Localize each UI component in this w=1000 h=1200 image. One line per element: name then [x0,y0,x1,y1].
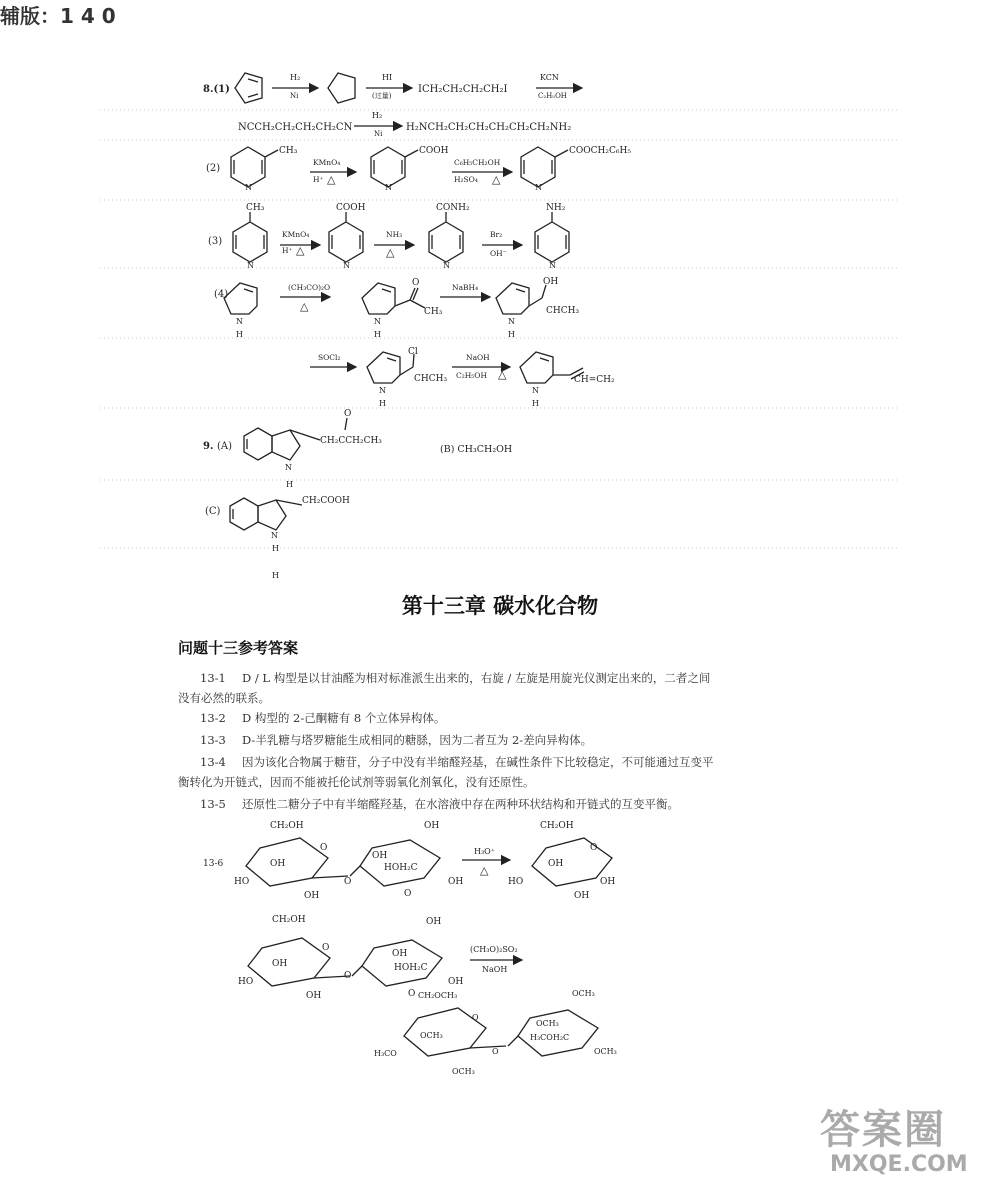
svg-text:△: △ [492,173,501,186]
svg-text:CH₃: CH₃ [246,203,265,213]
svg-text:H₂: H₂ [372,111,383,120]
svg-text:N: N [343,261,350,270]
svg-text:OH: OH [548,859,564,869]
svg-text:HI: HI [382,73,393,82]
svg-text:OH: OH [543,277,559,287]
svg-text:N: N [508,317,515,326]
chapter-title: 第十三章 碳水化合物 [401,594,599,618]
svg-text:OH: OH [372,851,388,861]
svg-text:H: H [286,480,293,489]
svg-text:NH₂: NH₂ [546,203,566,213]
svg-text:N: N [549,261,556,270]
svg-text:HO: HO [508,877,524,887]
svg-text:△: △ [300,300,309,313]
svg-text:HOH₂C: HOH₂C [384,863,418,873]
svg-text:(过量): (过量) [372,92,392,100]
svg-text:H⁺: H⁺ [282,246,293,255]
answer-9b: (B) CH₃CH₂OH [440,444,513,455]
svg-text:OCH₃: OCH₃ [594,1047,617,1056]
svg-text:H⁺: H⁺ [313,175,324,184]
svg-text:KMnO₄: KMnO₄ [313,158,341,167]
svg-text:H: H [236,330,243,339]
svg-text:HO: HO [238,977,254,987]
svg-text:(3): (3) [208,236,223,247]
answer-13-4b: 衡转化为开链式，因而不能被托伦试剂等弱氧化剂氧化，没有还原性。 [178,775,535,789]
svg-text:SOCl₂: SOCl₂ [318,353,341,362]
svg-text:H₃COH₂C: H₃COH₂C [530,1033,570,1042]
svg-text:C₂H₅OH: C₂H₅OH [538,92,567,100]
svg-text:OH: OH [272,959,288,969]
svg-text:HOH₂C: HOH₂C [394,963,428,973]
svg-text:CH₂OCH₃: CH₂OCH₃ [418,991,458,1000]
svg-text:H₃CO: H₃CO [374,1049,397,1058]
svg-text:△: △ [480,864,489,877]
svg-text:N: N [247,261,254,270]
svg-text:N: N [379,386,386,395]
svg-text:CH₂OH: CH₂OH [272,915,306,925]
svg-text:(CH₃O)₂SO₂: (CH₃O)₂SO₂ [470,945,518,954]
svg-text:OH: OH [304,891,320,901]
product-diamine: H₂NCH₂CH₂CH₂CH₂CH₂CH₂NH₂ [406,122,572,133]
svg-text:CH=CH₂: CH=CH₂ [574,375,615,385]
svg-text:KCN: KCN [540,73,559,82]
svg-text:O: O [344,971,352,981]
svg-text:O: O [320,843,328,853]
svg-text:O: O [412,278,420,288]
answer-13-4a: 13-4 因为该化合物属于糖苷，分子中没有半缩醛羟基，在碱性条件下比较稳定，不可能通过互变平 [200,755,714,769]
svg-text:△: △ [296,244,305,257]
svg-text:H: H [374,330,381,339]
svg-text:N: N [535,183,542,192]
product-adiponitrile: NCCH₂CH₂CH₂CH₂CN [238,122,353,133]
svg-text:OCH₃: OCH₃ [536,1019,559,1028]
svg-text:OH⁻: OH⁻ [490,249,507,258]
svg-text:O: O [408,989,416,999]
problem8-number: 8.(1) [203,84,230,95]
answer-13-1b: 没有必然的联系。 [178,691,270,705]
svg-text:H: H [272,544,279,553]
svg-text:CH₂OH: CH₂OH [540,821,574,831]
svg-text:H₃O⁺: H₃O⁺ [474,847,495,856]
svg-text:O: O [344,877,352,887]
svg-text:CH₃: CH₃ [279,146,298,156]
svg-text:OH: OH [426,917,442,927]
svg-text:△: △ [498,368,507,381]
svg-text:N: N [443,261,450,270]
svg-text:H₂SO₄: H₂SO₄ [454,175,478,184]
svg-text:H: H [379,399,386,408]
svg-text:Ni: Ni [374,130,383,138]
svg-text:OH: OH [392,949,408,959]
svg-text:H: H [532,399,539,408]
svg-text:OH: OH [448,877,464,887]
svg-text:COOH: COOH [419,146,449,156]
svg-text:CH₂COOH: CH₂COOH [302,496,350,506]
svg-text:N: N [532,386,539,395]
svg-text:CH₂CCH₂CH₃: CH₂CCH₂CH₃ [320,436,382,446]
svg-text:NH₃: NH₃ [386,230,403,239]
svg-text:N: N [285,463,292,472]
svg-text:COOH: COOH [336,203,366,213]
svg-text:H: H [272,571,279,580]
svg-text:(A): (A) [217,441,233,452]
svg-text:O: O [404,889,412,899]
watermark-logo: 答案圈 [820,1107,946,1153]
svg-text:H: H [508,330,515,339]
svg-text:KMnO₄: KMnO₄ [282,230,310,239]
svg-text:N: N [374,317,381,326]
section-title: 问题十三参考答案 [178,639,299,657]
svg-text:O: O [492,1047,499,1056]
svg-text:H₂: H₂ [290,73,301,82]
answer-13-3: 13-3 D-半乳糖与塔罗糖能生成相同的糖脎，因为二者互为 2-差向异构体。 [200,733,593,747]
svg-text:(CH₃CO)₂O: (CH₃CO)₂O [288,283,331,292]
header-fragment: 辅版：1 4 0 [0,4,116,28]
svg-text:NaOH: NaOH [482,965,508,974]
answer-13-5: 13-5 还原性二糖分子中有半缩醛羟基，在水溶液中存在两种环状结构和开链式的互变平衡。 [200,797,679,811]
product-diiodobutane: ICH₂CH₂CH₂CH₂I [418,84,508,95]
svg-text:CONH₂: CONH₂ [436,203,470,213]
svg-text:N: N [271,531,278,540]
svg-text:OH: OH [270,859,286,869]
svg-text:OH: OH [448,977,464,987]
svg-text:N: N [245,183,252,192]
answer-13-1a: 13-1 D / L 构型是以甘油醛为相对标准派生出来的，右旋 / 左旋是用旋光仪测定出来的，二者之间 [200,671,711,685]
svg-text:O: O [472,1013,479,1022]
watermark-url: MXQE.COM [830,1152,968,1177]
svg-text:CH₂OH: CH₂OH [270,821,304,831]
svg-text:OH: OH [306,991,322,1001]
svg-text:OCH₃: OCH₃ [452,1067,475,1076]
svg-text:OCH₃: OCH₃ [572,989,595,998]
svg-text:Cl: Cl [408,347,418,357]
svg-text:HO: HO [234,877,250,887]
svg-text:NaOH: NaOH [466,353,490,362]
svg-text:N: N [236,317,243,326]
problem-13-6-figure [0,800,1000,1100]
svg-text:C₆H₅CH₂OH: C₆H₅CH₂OH [454,158,501,167]
answer-13-2: 13-2 D 构型的 2-己酮糖有 8 个立体异构体。 [200,711,446,725]
svg-text:N: N [385,183,392,192]
svg-text:Br₂: Br₂ [490,230,503,239]
svg-text:CHCH₃: CHCH₃ [546,306,580,316]
svg-text:OH: OH [600,877,616,887]
svg-text:CH₃: CH₃ [424,307,443,317]
svg-text:△: △ [386,246,395,259]
svg-text:OH: OH [574,891,590,901]
problem13-6-number: 13-6 [203,859,224,869]
svg-text:Ni: Ni [290,92,299,100]
svg-text:C₂H₅OH: C₂H₅OH [456,371,487,380]
svg-text:(C): (C) [205,506,221,517]
svg-text:O: O [344,409,352,419]
svg-text:OH: OH [424,821,440,831]
problem9-number: 9. [203,441,214,452]
svg-text:O: O [322,943,330,953]
svg-text:OCH₃: OCH₃ [420,1031,443,1040]
svg-text:COOCH₂C₆H₅: COOCH₂C₆H₅ [569,146,631,156]
svg-text:(4): (4) [214,289,229,300]
svg-text:O: O [590,843,598,853]
svg-text:CHCH₃: CHCH₃ [414,374,448,384]
svg-text:△: △ [327,173,336,186]
svg-text:NaBH₄: NaBH₄ [452,283,479,292]
svg-text:(2): (2) [206,163,221,174]
